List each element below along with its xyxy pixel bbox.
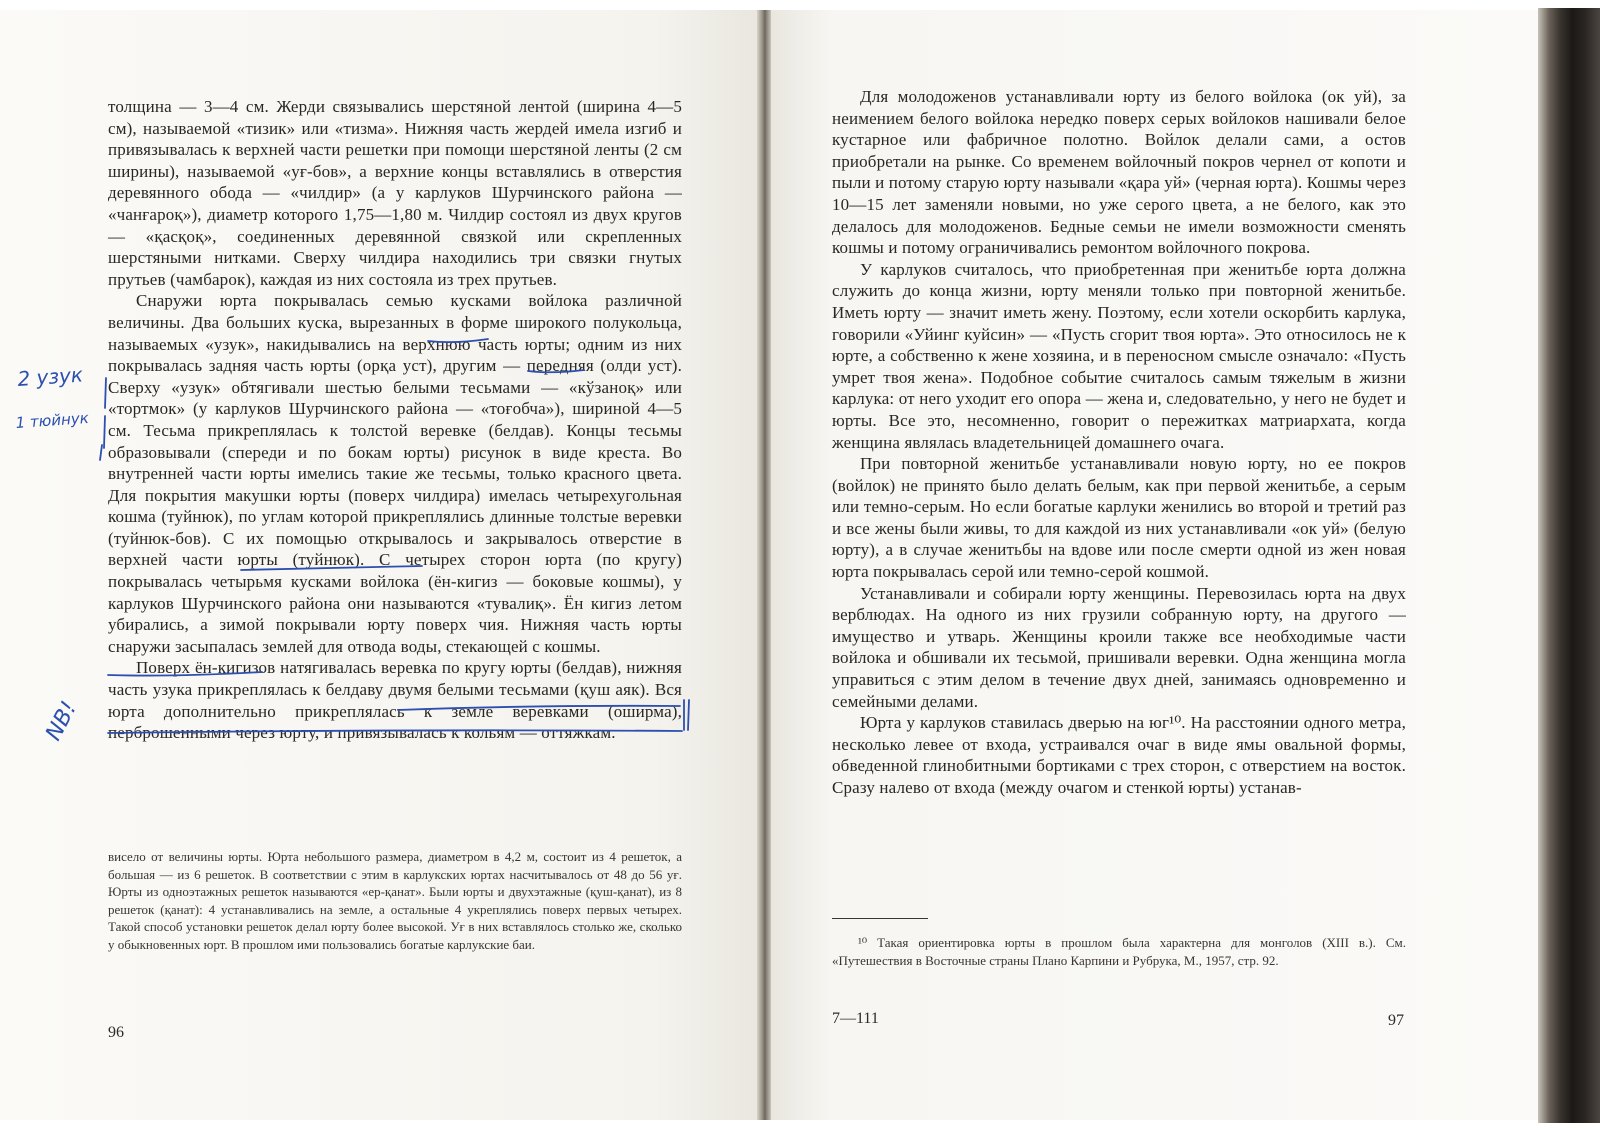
- footnote-text: висело от величины юрты. Юрта небольшого размера, диаметром в 4,2 м, состоит из 4 решеток, а большая — из 6 решеток. В соответствии с этим в карлукских юртах насчитывалось от 48 до 56 уғ. Юрты из одноэтажных решеток называются «ер-қанат». Были юрты и двухэтажные (қуш-қанат), из 8 решеток (қанат): 4 устанавливались на земле, а остальные 4 укреплялись поверх первых четырех. Такой способ установки решеток делал юрту более высокой. Уғ в них вставлялось столько же, сколько у обыкновенных юрт. В прошлом ими пользовались богатые карлукские баи.: [108, 849, 682, 952]
- paragraph: При повторной женитьбе устанавливали новую юрту, но ее покров (войлок) не принято было делать белым, как при первой женитьбе, а серым или темно-серым. Но если богатые карлуки женились во второй и третий раз и все жены были живы, то для каждой из них устанавливали «ок уй» (белую юрту), а в случае женитьбы на вдове или после смерти одной из жен новая юрта покрывалась серой или темно-серой кошмой.: [832, 454, 1406, 582]
- page-number-left: 96: [108, 1024, 124, 1041]
- right-footnote: [832, 934, 1406, 969]
- footnote-text: ¹⁰ Такая ориентировка юрты в прошлом была характерна для монголов (XIII в.). См. «Путешествия в Восточные страны Плано Карпини и Рубрука, М., 1957, стр. 92.: [832, 935, 1406, 968]
- margin-note-uzuk: 2 узук: [16, 362, 84, 391]
- paragraph: У карлуков считалось, что приобретенная при женитьбе юрта должна служить до конца жизни, юрту меняли только при повторной женитьбе. Иметь юрту — значит иметь жену. Поэтому, если хотели оскорбить карлука, говорили «Уйинг куйсин» — «Пусть сгорит твоя юрта». Это относилось не к юрте, а собственно к жене хозяина, и в переносном смысле означало: «Пусть умрет твоя жена». Подобное событие считалось самым тяжелым в жизни карлука: от него уходит его опора — жена и, следовательно, у него не будет и юрты. Все это, несомненно, говорит о пережитках матриархата, когда женщина являлась владетельницей домашнего очага.: [832, 259, 1406, 452]
- paragraph: Поверх ён-кигизов натягивалась веревка по кругу юрты (белдав), нижняя часть узука прикреплялась к белдаву двумя белыми тесьмами (қуш аяк). Вся юрта дополнительно прикреплялась к земле веревками (оширма), перброшенными через юрту, и привязывалась к кольям — оттяжкам.: [108, 658, 682, 743]
- footnote-rule: [832, 918, 928, 919]
- paragraph: Для молодоженов устанавливали юрту из белого войлока (ок уй), за неимением белого войлока нередко поверх серых войлоков нашивали белое кустарное или фабричное полотно. Войлок делали сами, а остов приобретали на рынке. Со временем войлочный покров чернел от копоти и пыли и потому старую юрту называли «қара уй» (черная юрта). Кошмы через 10—15 лет заменяли новыми, но уже серого цвета, а не белого, как это делалось для молодоженов. Бедные семьи не имели возможности сменять кошмы и потому ограничивались ремонтом войлочного покрова.: [832, 87, 1406, 258]
- page-number-right: 97: [1388, 1012, 1404, 1029]
- paragraph: толщина — 3—4 см. Жерди связывались шерстяной лентой (ширина 4—5 см), называемой «тизик» или «тизма». Нижняя часть жердей имела изгиб и привязывалась к верхней части решетки при помощи шерстяной ленты (2 см ширины), называемой «уғ-бов», а верхние концы вставлялись в отверстия деревянного обода — «чилдир» (а у карлуков Шурчинского района — «чанғароқ»), диаметр которого 1,75—1,80 м. Чилдир состоял из двух кругов — «қасқоқ», соединенных деревянной связкой или скрепленных шерстяными нитками. Сверху чилдира находились три связки гнутых прутьев (чамбарок), каждая из них состояла из трех прутьев.: [108, 97, 682, 289]
- right-page-body: [832, 86, 1406, 799]
- paragraph: Юрта у карлуков ставилась дверью на юг¹⁰. На расстоянии одного метра, несколько левее от входа, устраивался очаг в виде ямы овальной формы, обведенной глинобитными бортиками с трех сторон, с отверстием на восток. Сразу налево от входа (между очагом и стенкой юрты) устанав-: [832, 713, 1406, 797]
- margin-note-nb: NB!: [41, 697, 83, 745]
- left-page-body: [108, 96, 682, 744]
- paragraph: Устанавливали и собирали юрту женщины. Перевозилась юрта на двух верблюдах. На одного из них грузили собранную юрту, на другого — имущество и утварь. Женщины кроили также все необходимые части войлока и обшивали их тесьмой, пришивали веревки. Одна женщина могла управиться с этим делом в течение двух дней, занимаясь одновременно и семейными делами.: [832, 583, 1406, 711]
- margin-note-tuynuk: 1 тюйнук: [15, 408, 90, 432]
- printer-signature-mark: 7—111: [832, 1010, 879, 1027]
- book-edge: [1538, 8, 1600, 1123]
- paragraph: Снаружи юрта покрывалась семью кусками войлока различной величины. Два больших куска, вырезанных в форме широкого полукольца, называемых «узук», накидывались на верхнюю часть юрты; одним из них покрывалась задняя часть юрты (орқа уст), другим — передняя (олди уст). Сверху «узук» обтягивали шестью белыми тесьмами — «кўзаноқ» или «тортмок» (у карлуков Шурчинского района — «тоғобча»), шириной 4—5 см. Тесьма прикреплялась к толстой веревке (белдав). Концы тесьмы образовывали (спереди и по бокам юрты) рисунок в виде креста. Во внутренней части юрты имелись такие же тесьмы, только красного цвета. Для покрытия макушки юрты (поверх чилдира) имелась четырехугольная кошма (туйнюк), по углам которой прикреплялись длинные толстые веревки (туйнюк-бов). С их помощью открывалось и закрывалось отверстие в верхней части юрты (туйнюк). С четырех сторон юрта (по кругу) покрывалась четырьмя кусками войлока (ён-кигиз — боковые кошмы), у карлуков Шурчинского района они называются «тувалиқ». Ён кигиз летом убирались, а зимой покрывали юрту поверх чия. Нижняя часть юрты снаружи засыпалась землей для отвода воды, стекающей с кошмы.: [108, 291, 682, 656]
- book-gutter: [757, 10, 771, 1120]
- left-footnote: [108, 848, 682, 954]
